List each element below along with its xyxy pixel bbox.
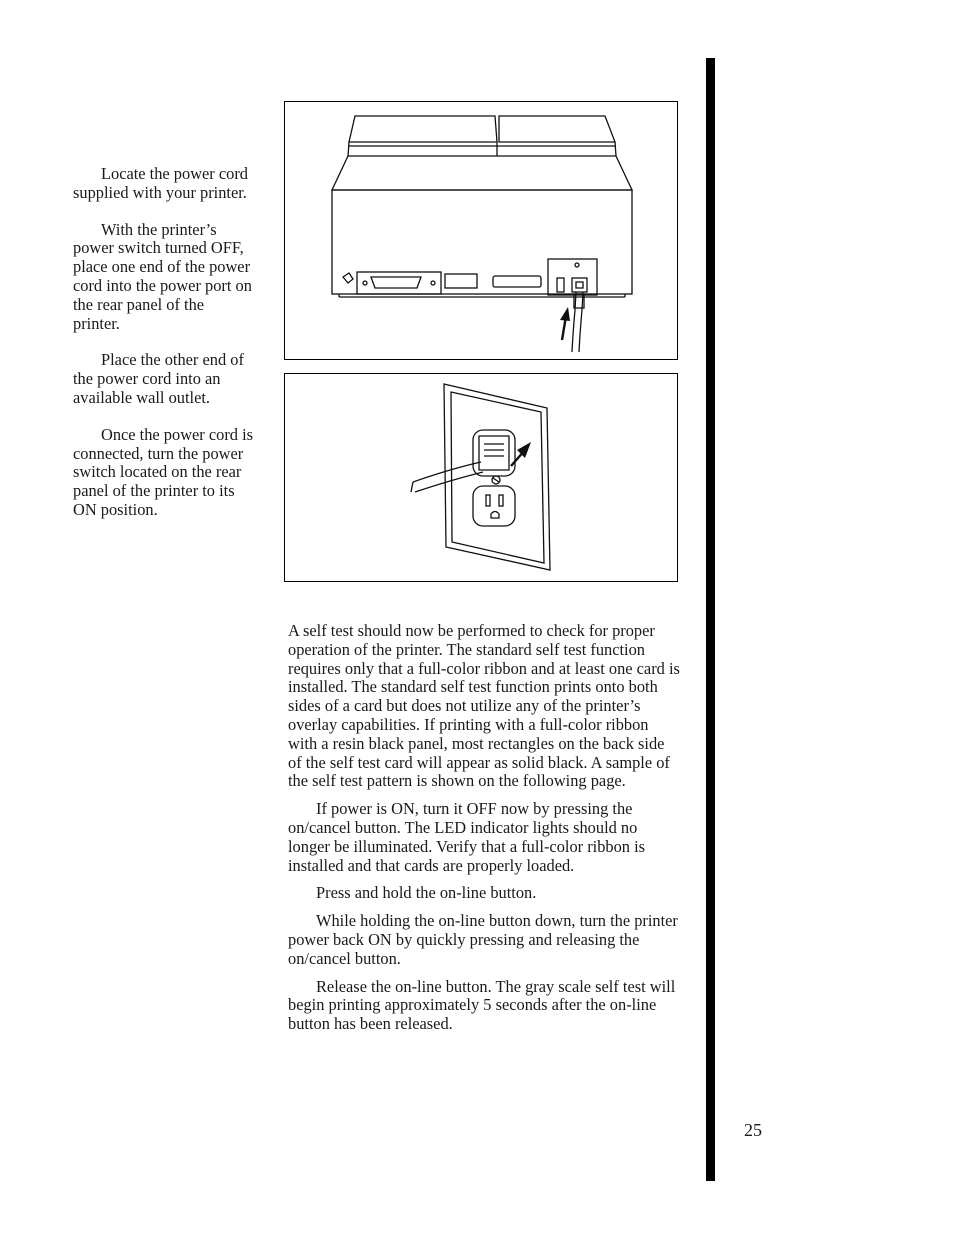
main-paragraph-5: Release the on-line button. The gray scale self test will begin printing approximately 5 seconds after the on-line button has been released. [288,976,676,1034]
wall-outlet-icon [285,374,676,580]
printer-rear-figure [284,101,678,360]
page-number: 25 [744,1120,762,1140]
sidebar-instructions [73,165,255,538]
sidebar-paragraph-4: Once the power cord is connected, turn the power switch located on the rear panel of the printer to its ON position. [73,424,254,519]
sidebar-paragraph-2: With the printer’s power switch turned OFF, place one end of the power cord into the power port on the rear panel of the printer. [73,219,252,333]
main-paragraph-4: While holding the on-line button down, turn the printer power back ON by quickly pressing and releasing the on/cancel button. [288,911,678,968]
sidebar-paragraph-3: Place the other end of the power cord into an available wall outlet. [73,350,244,407]
main-paragraph-2: If power is ON, turn it OFF now by pressing the on/cancel button. The LED indicator lights should no longer be illuminated. Verify that a full-color ribbon is installed and that cards are properly loaded. [288,799,646,875]
wall-outlet-figure [284,373,678,582]
sidebar-paragraph-1: Locate the power cord supplied with your printer. [73,164,248,202]
main-text [288,622,680,1043]
printer-rear-panel-icon [285,102,676,358]
page-edge-rule [706,58,715,1181]
main-paragraph-1: A self test should now be performed to check for proper operation of the printer. The standard self test function requires only that a full-color ribbon and at least one card is installed. The standard self test function prints onto both sides of a card but does not utilize any of the printer’s overlay capabilities. If printing with a full-color ribbon with a resin black panel, most rectangles on the back side of the self test card will appear as solid black. A sample of the self test pattern is shown on the following page. [288,621,680,791]
main-paragraph-3: Press and hold the on-line button. [316,883,537,903]
